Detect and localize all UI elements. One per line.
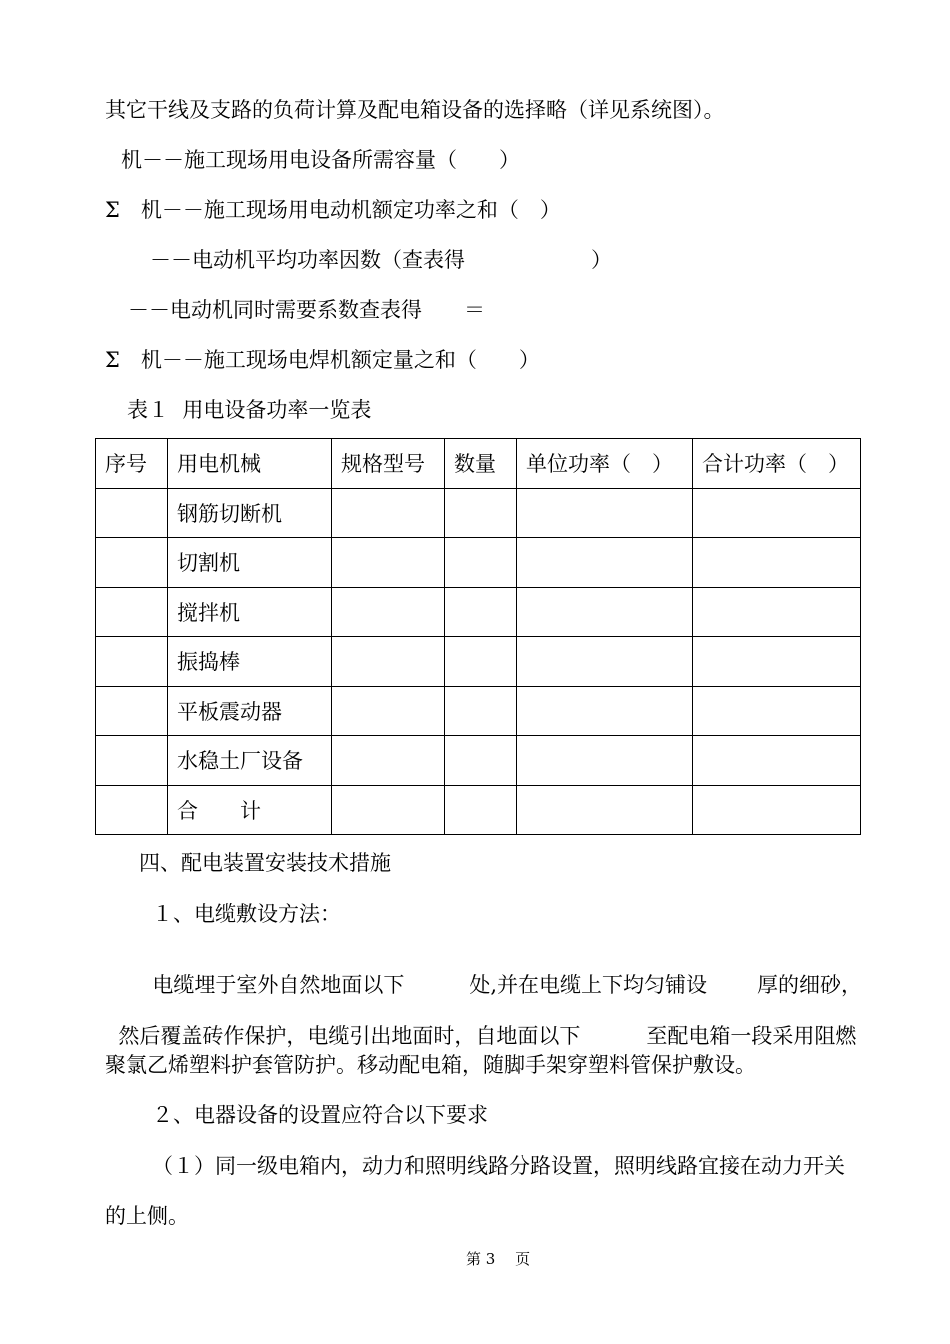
table-cell	[332, 637, 445, 687]
table-cell: 合 计	[168, 785, 332, 835]
table-cell	[96, 587, 168, 637]
formula-line-power-factor: －－电动机平均功率因数（查表得 ）	[150, 248, 612, 272]
table-cell: 切割机	[168, 538, 332, 588]
table-row	[96, 587, 861, 637]
table-cell	[517, 488, 693, 538]
table-cell	[517, 637, 693, 687]
page-number: 第 3 页	[466, 1250, 531, 1268]
table-cell	[693, 637, 861, 687]
table-cell: 钢筋切断机	[168, 488, 332, 538]
text-span: 电缆埋于室外自然地面以下	[152, 973, 405, 997]
header-cell: 序号	[96, 439, 168, 489]
formula-line-motor-power: Σ 机－－施工现场用电动机额定功率之和（ ）	[105, 198, 561, 222]
text-span: 至配电箱一段采用阻燃	[646, 1024, 857, 1048]
table-caption: 表１ 用电设备功率一览表	[127, 398, 372, 422]
table-cell	[693, 488, 861, 538]
table-cell	[445, 587, 517, 637]
table-row	[96, 736, 861, 786]
table-cell	[332, 785, 445, 835]
table-cell	[332, 488, 445, 538]
table-cell	[445, 637, 517, 687]
table-cell	[517, 736, 693, 786]
text-span: 处,并在电缆上下均匀铺设	[469, 973, 708, 997]
table-cell	[445, 785, 517, 835]
table-cell	[96, 785, 168, 835]
table-cell	[693, 736, 861, 786]
header-cell: 规格型号	[332, 439, 445, 489]
table-header-row	[96, 439, 861, 489]
header-cell: 合计功率（ ）	[693, 439, 861, 489]
subsection-cable-laying: １、电缆敷设方法：	[152, 902, 341, 926]
table-cell: 平板震动器	[168, 686, 332, 736]
table-cell	[517, 785, 693, 835]
table-cell	[517, 686, 693, 736]
paragraph-line: 的上侧。	[105, 1204, 189, 1228]
table-cell	[693, 686, 861, 736]
table-cell	[445, 488, 517, 538]
table-row	[96, 538, 861, 588]
header-cell: 数量	[445, 439, 517, 489]
subsection-equipment-setup: ２、电器设备的设置应符合以下要求	[152, 1103, 488, 1127]
intro-line: 其它干线及支路的负荷计算及配电箱设备的选择略（详见系统图）。	[105, 98, 725, 122]
paragraph-line: 聚氯乙烯塑料护套管防护。移动配电箱，随脚手架穿塑料管保护敷设。	[105, 1053, 756, 1077]
text-span: 厚的细砂，	[757, 973, 863, 997]
table-row	[96, 686, 861, 736]
table-cell	[96, 538, 168, 588]
table-row	[96, 637, 861, 687]
table-cell: 水稳土厂设备	[168, 736, 332, 786]
equipment-power-table	[95, 438, 861, 835]
table-cell	[96, 488, 168, 538]
table-cell	[332, 587, 445, 637]
formula-line-demand-coefficient: －－电动机同时需要系数查表得 ＝	[128, 298, 485, 322]
table-cell	[96, 736, 168, 786]
formula-line-total-capacity: 机－－施工现场用电设备所需容量（ ）	[121, 148, 520, 172]
formula-line-welder-power: Σ 机－－施工现场电焊机额定量之和（ ）	[105, 348, 540, 372]
table-cell	[517, 538, 693, 588]
section-heading: 四、配电装置安装技术措施	[139, 851, 391, 875]
header-cell: 单位功率（ ）	[517, 439, 693, 489]
table-cell: 振捣棒	[168, 637, 332, 687]
paragraph-line: （１）同一级电箱内，动力和照明线路分路设置，照明线路宜接在动力开关	[152, 1154, 845, 1178]
table-cell	[96, 637, 168, 687]
paragraph-line	[105, 1005, 856, 1047]
table-cell	[693, 785, 861, 835]
table-cell	[332, 686, 445, 736]
header-cell: 用电机械	[168, 439, 332, 489]
table-row	[96, 785, 861, 835]
table-cell	[332, 538, 445, 588]
table-cell	[445, 736, 517, 786]
table-cell	[445, 686, 517, 736]
table-row	[96, 488, 861, 538]
table-cell	[332, 736, 445, 786]
table-cell	[96, 686, 168, 736]
table-cell	[445, 538, 517, 588]
table-cell	[517, 587, 693, 637]
table-cell: 搅拌机	[168, 587, 332, 637]
table-cell	[693, 587, 861, 637]
text-span: 然后覆盖砖作保护，电缆引出地面时，自地面以下	[118, 1024, 581, 1048]
paragraph-line	[139, 954, 862, 996]
table-cell	[693, 538, 861, 588]
